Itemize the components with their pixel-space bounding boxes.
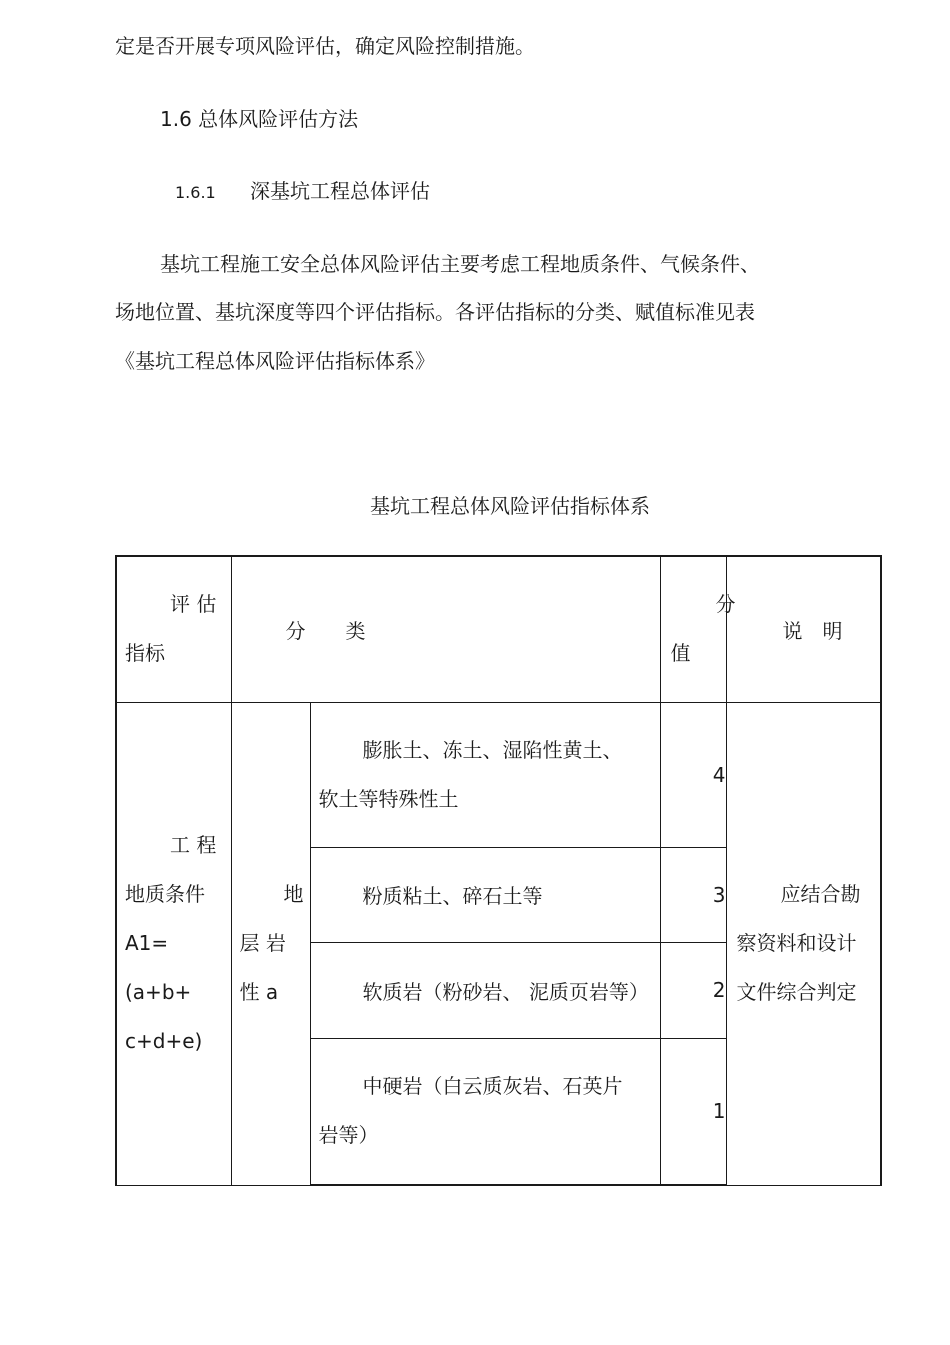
indicator-line2: 地质条件 <box>125 882 205 906</box>
indicator-line4: c+d+e) <box>125 1029 203 1053</box>
row-desc-1-line2: 软土等特殊性土 <box>318 786 459 811</box>
body-line-1: 基坑工程施工安全总体风险评估主要考虑工程地质条件、气候条件、 <box>160 252 760 276</box>
row-score-4 <box>660 1038 726 1185</box>
row-score-3 <box>660 942 726 1038</box>
header-category <box>231 556 660 702</box>
section-heading-1-6 <box>160 107 358 131</box>
header-score-line1: 分 <box>715 592 736 617</box>
row-desc-2-line1: 粉质粘土、碎石土等 <box>362 884 543 908</box>
row-score-2 <box>660 847 726 942</box>
row-desc-4 <box>310 1038 660 1185</box>
table-header-row <box>116 556 881 702</box>
row-desc-1-line1: 膨胀土、冻土、湿陷性黄土、 <box>362 737 623 762</box>
row-desc-3 <box>310 942 660 1038</box>
subsection-number: 1.6.1 <box>175 183 216 202</box>
paragraph-tail: 定是否开展专项风险评估，确定风险控制措施。 <box>115 34 535 58</box>
indicator-line3: A1=(a+b+ <box>125 931 192 1004</box>
row-desc-3-line1: 软质岩（粉砂岩、 泥质页岩等） <box>362 979 649 1004</box>
note-line1: 应结合勘 <box>780 882 861 906</box>
row-desc-4-line2: 岩等） <box>318 1123 379 1148</box>
subcategory-line3: 性 a <box>239 980 279 1004</box>
subsection-title: 深基坑工程总体评估 <box>250 179 430 203</box>
note-line2: 察资料和设计 <box>736 931 857 955</box>
table-row <box>116 702 881 847</box>
row-score-1-value: 4 <box>712 762 726 787</box>
row-score-1 <box>660 702 726 847</box>
row-score-2-value: 3 <box>712 882 726 907</box>
row-score-3-value: 2 <box>712 978 726 1002</box>
note-cell <box>726 702 881 1185</box>
row-score-4-value: 1 <box>712 1099 726 1124</box>
row-desc-4-line1: 中硬岩（白云质灰岩、石英片 <box>362 1074 623 1099</box>
section-heading-1-6-1 <box>175 179 216 205</box>
header-note <box>726 556 881 702</box>
header-indicator-line2: 指标 <box>125 641 165 666</box>
subcategory-line1: 地 <box>283 882 304 906</box>
body-line-3: 《基坑工程总体风险评估指标体系》 <box>115 349 435 373</box>
header-indicator-line1: 评 估 <box>170 592 217 617</box>
header-category-label: 分 类 <box>285 618 366 643</box>
header-score <box>660 556 736 702</box>
note-line3: 文件综合判定 <box>736 980 857 1004</box>
header-indicator <box>116 556 231 702</box>
header-score-line2: 值 <box>670 641 691 666</box>
header-note-label: 说 明 <box>782 618 843 643</box>
subcategory-cell <box>231 702 310 1185</box>
body-line-2: 场地位置、基坑深度等四个评估指标。各评估指标的分类、赋值标准见表 <box>115 300 755 324</box>
subcategory-line2: 层 岩 <box>239 931 286 955</box>
section-number: 1.6 <box>160 107 192 131</box>
section-title: 总体风险评估方法 <box>198 107 359 131</box>
row-desc-1 <box>310 702 660 847</box>
table-caption: 基坑工程总体风险评估指标体系 <box>370 494 650 518</box>
row-desc-2 <box>310 847 660 942</box>
indicator-cell <box>116 702 231 1185</box>
risk-indicator-table <box>115 555 882 1186</box>
indicator-line1: 工 程 <box>170 833 217 857</box>
